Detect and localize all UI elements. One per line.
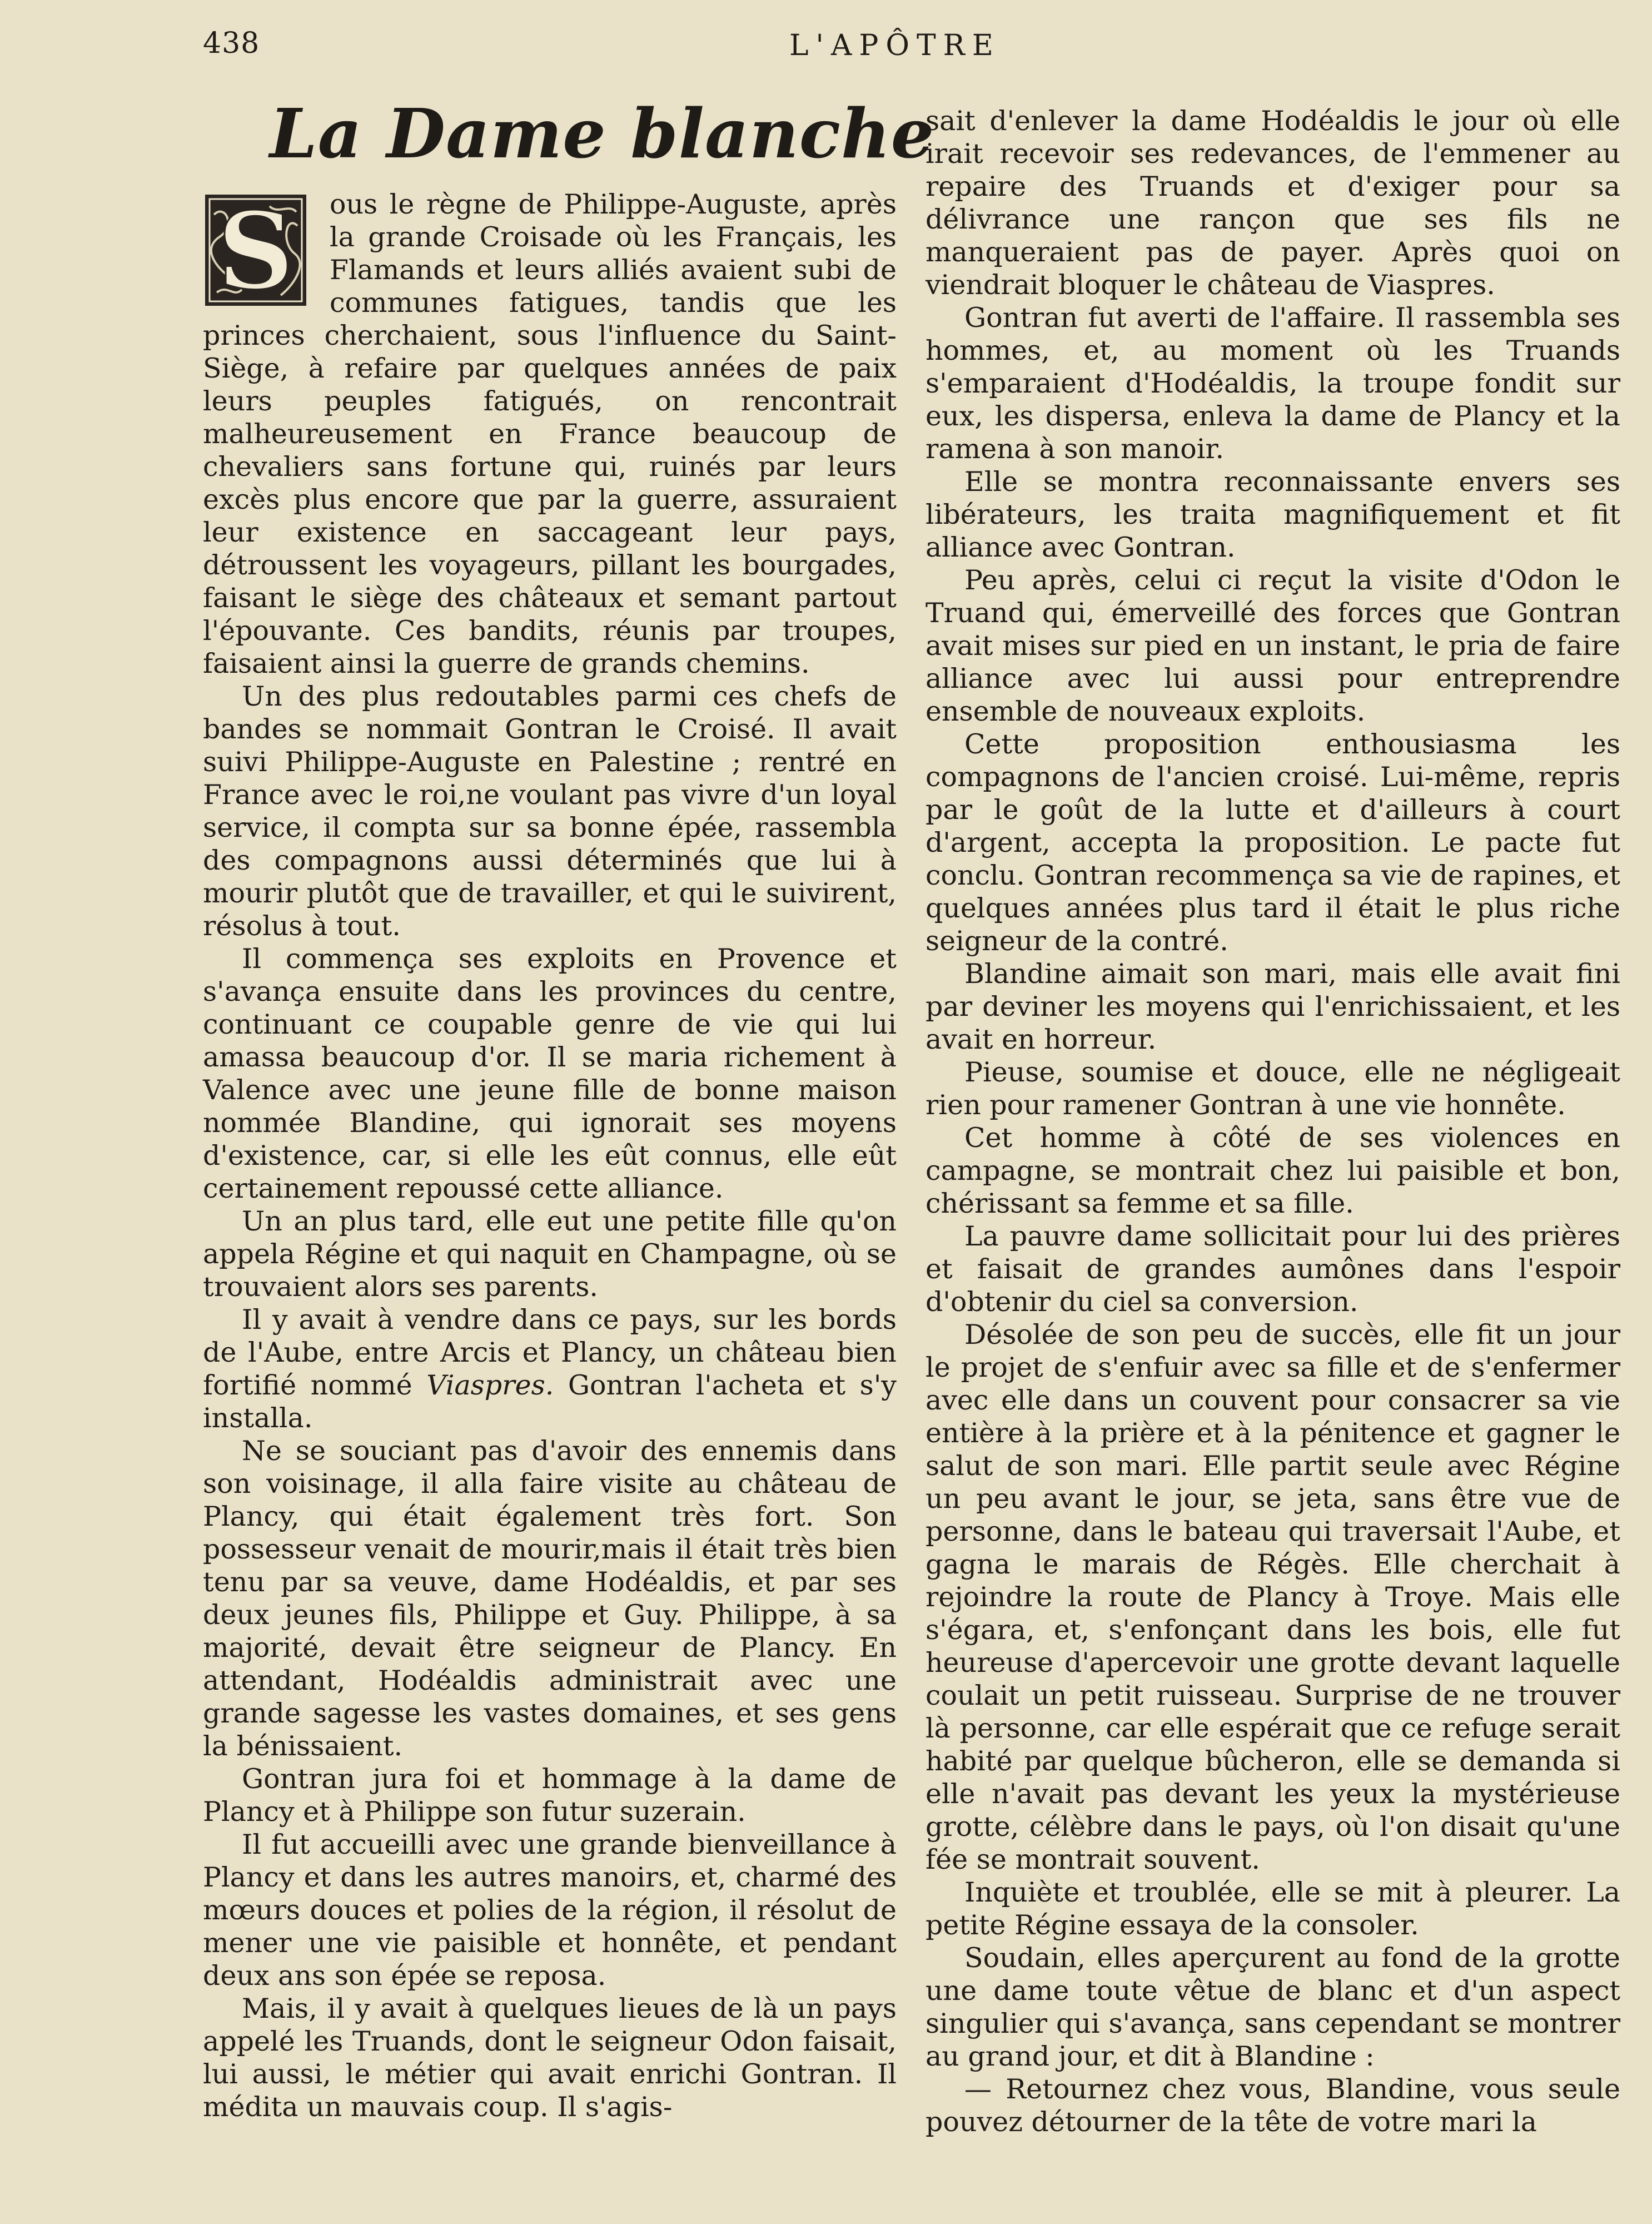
- paragraph: Cette proposition enthousiasma les compagnons de l'ancien croisé. Lui-même, repris par le goût de la lutte et d'ailleurs à court d'argent, accepta la proposition. Le pacte fut conclu. Gontran recommença sa vie de rapines, et quelques années plus tard il était le plus riche seigneur de la contré.: [925, 728, 1620, 957]
- paragraph: Inquiète et troublée, elle se mit à pleurer. La petite Régine essaya de la consoler.: [925, 1877, 1620, 1941]
- paragraph: Mais, il y avait à quelques lieues de là un pays appelé les Truands, dont le seigneur Odon faisait, lui aussi, le métier qui avait enrichi Gontran. Il médita un mauvais coup. Il s'agis-: [203, 1993, 897, 2123]
- paragraph: Il commença ses exploits en Provence et s'avança ensuite dans les provinces du centre, continuant ce coupable genre de vie qui lui amassa beaucoup d'or. Il se maria richement à Valence avec une jeune fille de bonne maison nommée Blandine, qui ignorait ses moyens d'existence, car, si elle les eût connus, elle eût certainement repoussé cette alliance.: [203, 943, 897, 1204]
- paragraph: Désolée de son peu de succès, elle fit un jour le projet de s'enfuir avec sa fille et de s'enfermer avec elle dans un couvent pour consacrer sa vie entière à la prière et à la pénitence et gagner le salut de son mari. Elle partit seule avec Régine un peu avant le jour, se jeta, sans être vue de personne, dans le bateau qui traversait l'Aube, et gagna le marais de Régès. Elle cherchait à rejoindre la route de Plancy à Troye. Mais elle s'égara, et, s'enfonçant dans les bois, elle fut heureuse d'apercevoir une grotte devant laquelle coulait un petit ruisseau. Surprise de ne trouver là personne, car elle espérait que ce refuge serait habité par quelque bûcheron, elle se demanda si elle n'avait pas devant les yeux la mystérieuse grotte, célèbre dans le pays, où l'on disait qu'une fée se montrait souvent.: [925, 1319, 1620, 1875]
- paragraph: Ne se souciant pas d'avoir des ennemis dans son voisinage, il alla faire visite au château de Plancy, qui était également très fort. Son possesseur venait de mourir,mais il était très bien tenu par sa veuve, dame Hodéaldis, et par ses deux jeunes fils, Philippe et Guy. Philippe, à sa majorité, devait être seigneur de Plancy. En attendant, Hodéaldis administrait avec une grande sagesse les vastes domaines, et ses gens la bénissaient.: [203, 1435, 897, 1762]
- paragraph: Peu après, celui ci reçut la visite d'Odon le Truand qui, émerveillé des forces que Gontran avait mises sur pied en un instant, le pria de faire alliance avec lui aussi pour entreprendre ensemble de nouveaux exploits.: [925, 564, 1620, 727]
- running-head: L'APÔTRE: [789, 29, 1001, 62]
- paragraph: Blandine aimait son mari, mais elle avait fini par deviner les moyens qui l'enrichissaient, et les avait en horreur.: [925, 958, 1620, 1055]
- dropcap-letter: S: [217, 192, 294, 308]
- article-title: La Dame blanche: [270, 93, 935, 173]
- right-column: [925, 105, 1620, 2138]
- paragraph: Il fut accueilli avec une grande bienveillance à Plancy et dans les autres manoirs, et, charmé des mœurs douces et polies de la région, il résolut de mener une vie paisible et honnête, et pendant deux ans son épée se reposa.: [203, 1829, 897, 1992]
- paragraph-text: Gontran l'acheta et s'y installa.: [203, 1369, 897, 1434]
- page-number: 438: [203, 27, 260, 60]
- paragraph: La pauvre dame sollicitait pour lui des prières et faisait de grandes aumônes dans l'espoir d'obtenir du ciel sa conversion.: [925, 1220, 1620, 1318]
- paragraph: — Retournez chez vous, Blandine, vous seule pouvez détourner de la tête de votre mari la: [925, 2073, 1620, 2138]
- paragraph: [203, 1303, 897, 1434]
- paragraph: sait d'enlever la dame Hodéaldis le jour où elle irait recevoir ses redevances, de l'emmener au repaire des Truands et d'exiger pour sa délivrance une rançon que ses fils ne manqueraient pas de payer. Après quoi on viendrait bloquer le château de Viaspres.: [925, 105, 1620, 301]
- paragraph: Pieuse, soumise et douce, elle ne négligeait rien pour ramener Gontran à une vie honnête.: [925, 1056, 1620, 1121]
- italic-place-name: Viaspres.: [426, 1369, 554, 1401]
- paragraph: Gontran fut averti de l'affaire. Il rassembla ses hommes, et, au moment où les Truands s'emparaient d'Hodéaldis, la troupe fondit sur eux, les dispersa, enleva la dame de Plancy et la ramena à son manoir.: [925, 302, 1620, 465]
- decorative-dropcap: [203, 192, 308, 308]
- paragraph: Soudain, elles aperçurent au fond de la grotte une dame toute vêtue de blanc et d'un aspect singulier qui s'avança, sans cependant se montrer au grand jour, et dit à Blandine :: [925, 1942, 1620, 2072]
- paragraph: [203, 188, 897, 680]
- left-column: [203, 188, 897, 2123]
- paragraph: Un an plus tard, elle eut une petite fille qu'on appela Régine et qui naquit en Champagne, où se trouvaient alors ses parents.: [203, 1205, 897, 1303]
- paragraph: Cet homme à côté de ses violences en campagne, se montrait chez lui paisible et bon, chérissant sa femme et sa fille.: [925, 1122, 1620, 1219]
- paragraph-text: Il y avait à vendre dans ce pays, sur les bords de l'Aube, entre Arcis et Plancy, un château bien fortifié nommé: [203, 1304, 897, 1401]
- paragraph: Un des plus redoutables parmi ces chefs de bandes se nommait Gontran le Croisé. Il avait suivi Philippe-Auguste en Palestine ; rentré en France avec le roi,ne voulant pas vivre d'un loyal service, il compta sur sa bonne épée, rassembla des compagnons aussi déterminés que lui à mourir plutôt que de travailler, et qui le suivirent, résolus à tout.: [203, 681, 897, 942]
- paragraph-text: ous le règne de Philippe-Auguste, après la grande Croisade où les Français, les Flamands et leurs alliés avaient subi de communes fatigues, tandis que les princes cherchaient, sous l'influence du Saint-Siège, à refaire par quelques années de paix leurs peuples fatigués, on rencontrait malheureusement en France beaucoup de chevaliers sans fortune qui, ruinés par leurs excès plus encore que par la guerre, assuraient leur existence en saccageant leur pays, détroussent les voyageurs, pillant les bourgades, faisant le siège des châteaux et semant partout l'épouvante. Ces bandits, réunis par troupes, faisaient ainsi la guerre de grands chemins.: [203, 188, 897, 679]
- paragraph: Elle se montra reconnaissante envers ses libérateurs, les traita magnifiquement et fit alliance avec Gontran.: [925, 466, 1620, 563]
- paragraph: Gontran jura foi et hommage à la dame de Plancy et à Philippe son futur suzerain.: [203, 1763, 897, 1828]
